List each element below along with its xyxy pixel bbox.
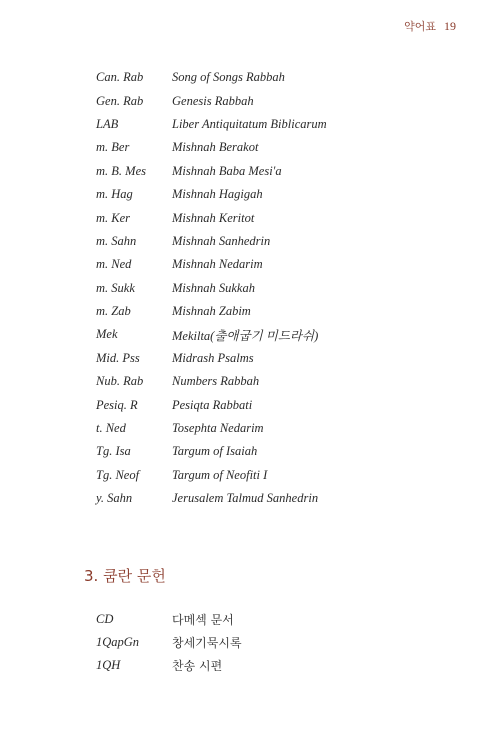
abbreviation: Tg. Isa — [96, 444, 131, 459]
abbreviation: Can. Rab — [96, 70, 144, 85]
abbreviation-expansion: Mishnah Baba Mesi'a — [172, 163, 282, 178]
abbreviation-expansion: Mishnah Keritot — [172, 210, 255, 225]
abbreviation: CD — [96, 612, 114, 626]
abbreviation-expansion: 찬송 시편 — [172, 659, 223, 673]
abbreviation: Tg. Neof — [96, 467, 140, 482]
abbreviation-expansion: Mishnah Berakot — [172, 140, 259, 155]
list-item — [96, 393, 456, 416]
list-item — [96, 277, 456, 300]
list-item — [96, 183, 456, 206]
list-item — [96, 654, 456, 677]
abbreviation-expansion: Liber Antiquitatum Biblicarum — [172, 116, 327, 131]
abbreviation: LAB — [96, 116, 119, 131]
abbreviation-expansion: Tosephta Nedarim — [172, 421, 264, 436]
running-head — [404, 18, 456, 34]
abbreviation: Pesiq. R — [96, 397, 138, 412]
list-item — [96, 300, 456, 323]
list-item — [96, 608, 456, 631]
list-item — [96, 417, 456, 440]
list-item — [96, 113, 456, 136]
abbreviation: m. B. Mes — [96, 163, 146, 178]
list-item — [96, 160, 456, 183]
abbreviation: m. Ber — [96, 140, 130, 155]
abbreviation: 1QapGn — [96, 635, 140, 649]
abbreviation: Mid. Pss — [96, 350, 140, 365]
qumran-abbreviation-list — [96, 608, 456, 677]
abbreviation: m. Sukk — [96, 280, 135, 295]
abbreviation-expansion: Mekilta(출애굽기 미드라쉬) — [172, 328, 319, 343]
abbreviation-expansion: Song of Songs Rabbah — [172, 70, 285, 85]
abbreviation: m. Ned — [96, 257, 132, 272]
abbreviation-expansion: Mishnah Hagigah — [172, 187, 263, 202]
abbreviation: Nub. Rab — [96, 374, 144, 389]
list-item — [96, 66, 456, 89]
page-number: 19 — [444, 19, 456, 33]
abbreviation-expansion: Mishnah Sukkah — [172, 280, 255, 295]
abbreviation-list — [96, 66, 456, 510]
abbreviation: m. Ker — [96, 210, 131, 225]
abbreviation: m. Sahn — [96, 233, 137, 248]
list-item — [96, 206, 456, 229]
list-item — [96, 631, 456, 654]
abbreviation-expansion: Midrash Psalms — [172, 350, 254, 365]
abbreviation: m. Zab — [96, 304, 131, 319]
section-heading: 3. 쿰란 문헌 — [84, 567, 166, 585]
list-item — [96, 347, 456, 370]
abbreviation: 1QH — [96, 658, 121, 672]
abbreviation-expansion: Targum of Neofiti I — [172, 467, 268, 482]
abbreviation: y. Sahn — [96, 491, 133, 506]
list-item — [96, 464, 456, 487]
list-item — [96, 370, 456, 393]
abbreviation: m. Hag — [96, 187, 133, 202]
abbreviation-expansion: Jerusalem Talmud Sanhedrin — [172, 491, 319, 506]
abbreviation-expansion: Pesiqta Rabbati — [172, 397, 253, 412]
list-item — [96, 440, 456, 463]
abbreviation-expansion: 다메섹 문서 — [172, 613, 234, 627]
list-item — [96, 136, 456, 159]
abbreviation-expansion: Targum of Isaiah — [172, 444, 258, 459]
running-head-section: 약어표 — [404, 20, 436, 33]
abbreviation-expansion: Mishnah Nedarim — [172, 257, 263, 272]
abbreviation-expansion: Genesis Rabbah — [172, 93, 254, 108]
abbreviation-expansion: Numbers Rabbah — [172, 374, 260, 389]
abbreviation: Mek — [96, 327, 118, 342]
abbreviation: t. Ned — [96, 421, 126, 436]
list-item — [96, 487, 456, 510]
abbreviation: Gen. Rab — [96, 93, 144, 108]
abbreviation-expansion: 창세기묵시록 — [172, 636, 242, 650]
list-item — [96, 253, 456, 276]
list-item — [96, 89, 456, 112]
abbreviation-expansion: Mishnah Zabim — [172, 304, 251, 319]
list-item — [96, 323, 456, 346]
abbreviation-expansion: Mishnah Sanhedrin — [172, 233, 271, 248]
list-item — [96, 230, 456, 253]
